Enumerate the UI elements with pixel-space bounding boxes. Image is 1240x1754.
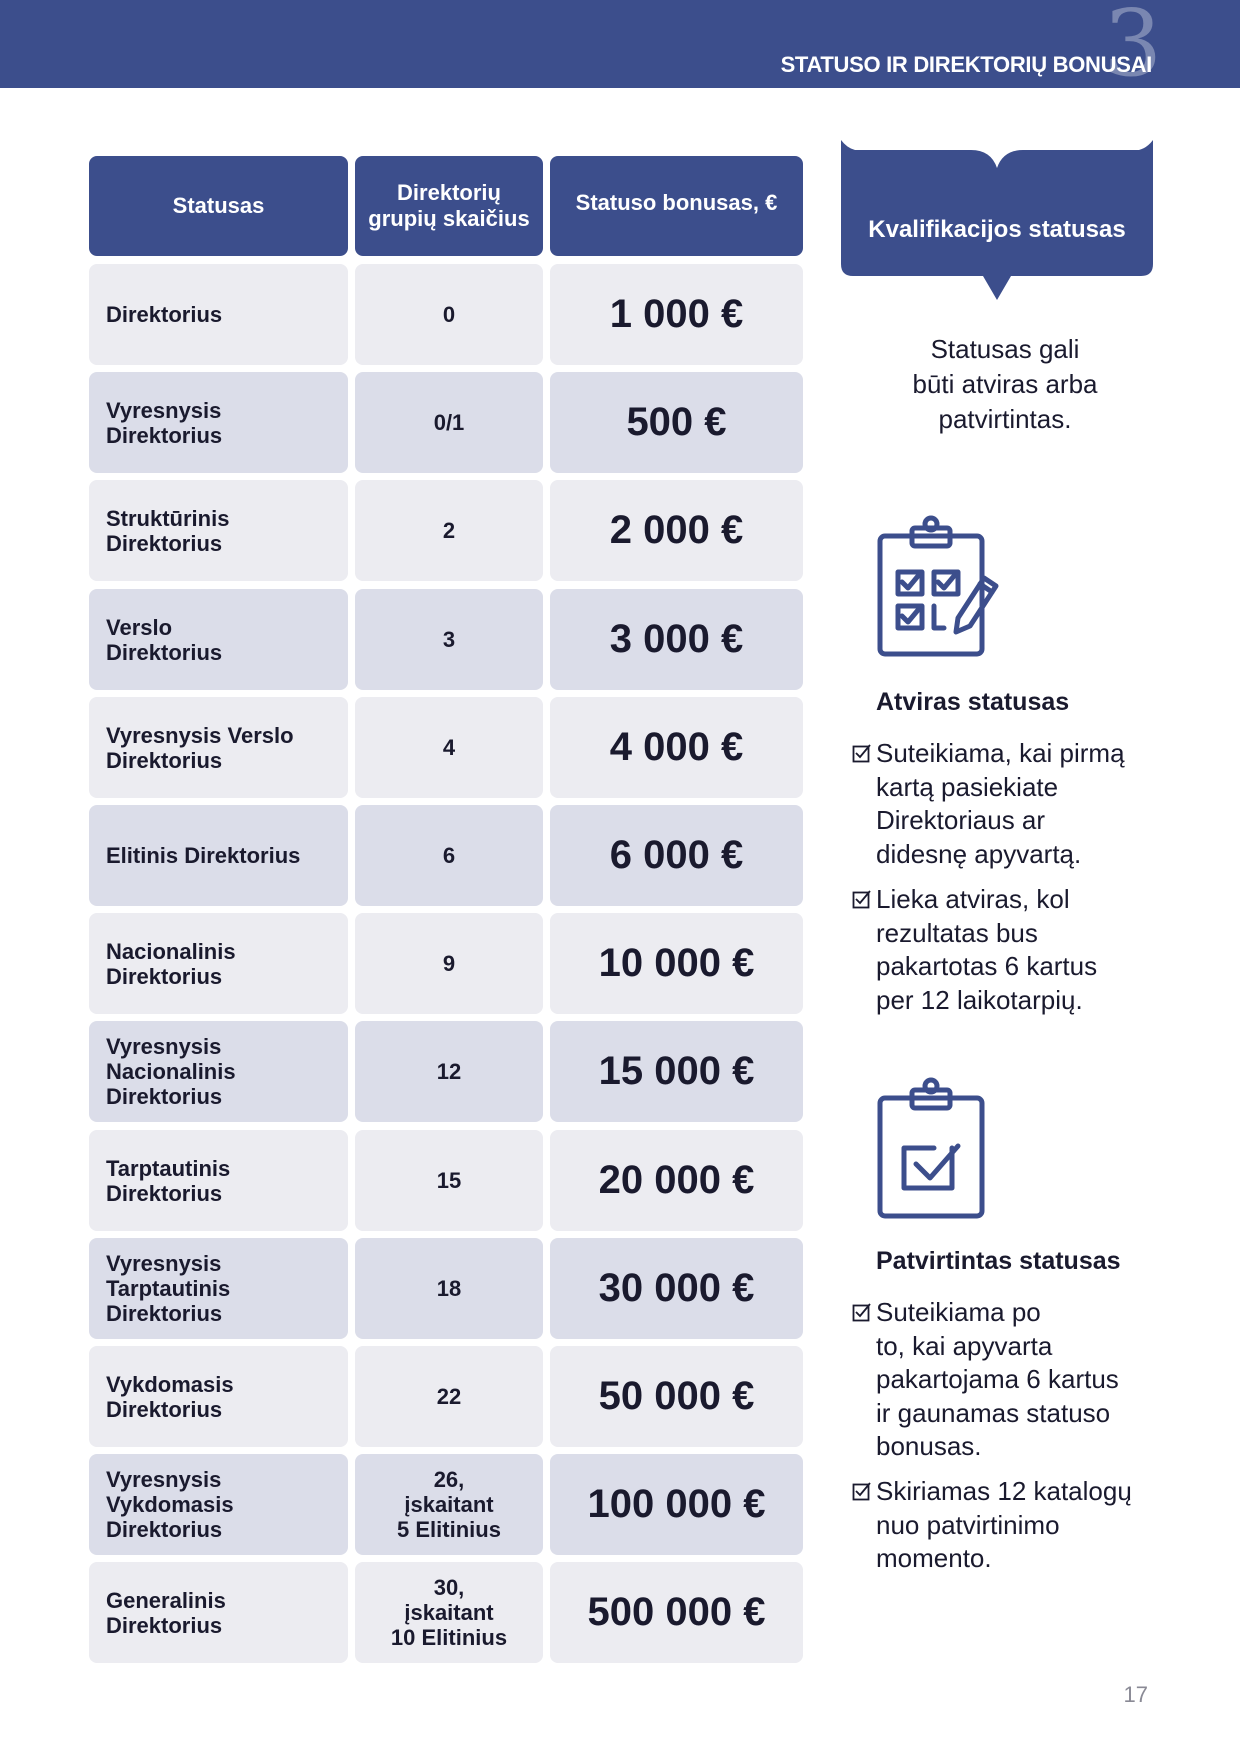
bonus-cell: 10 000 € — [550, 913, 803, 1014]
groups-cell: 4 — [355, 697, 543, 798]
confirmed-status-title: Patvirtintas statusas — [876, 1247, 1121, 1275]
header-title: STATUSO IR DIREKTORIŲ BONUSAI — [780, 52, 1152, 77]
column-header-bonus: Statuso bonusas, € — [550, 156, 803, 256]
status-cell: Vyresnysis Nacionalinis Direktorius — [89, 1021, 348, 1122]
groups-cell: 30, įskaitant 10 Elitinius — [355, 1562, 543, 1663]
clipboard-check-icon — [872, 1076, 988, 1227]
checkbox-icon — [852, 889, 872, 909]
status-cell: Elitinis Direktorius — [89, 805, 348, 906]
qualification-banner — [841, 140, 1153, 302]
status-cell: Vykdomasis Direktorius — [89, 1346, 348, 1447]
chapter-number: 3 — [1103, 0, 1162, 97]
bonus-cell: 2 000 € — [550, 480, 803, 581]
groups-cell: 6 — [355, 805, 543, 906]
groups-cell: 26, įskaitant 5 Elitinius — [355, 1454, 543, 1555]
groups-cell: 2 — [355, 480, 543, 581]
checkbox-icon — [852, 1481, 872, 1501]
groups-cell: 18 — [355, 1238, 543, 1339]
status-cell: Generalinis Direktorius — [89, 1562, 348, 1663]
groups-cell: 12 — [355, 1021, 543, 1122]
groups-cell: 0 — [355, 264, 543, 365]
checkbox-icon — [852, 1302, 872, 1322]
status-cell: Vyresnysis Verslo Direktorius — [89, 697, 348, 798]
bonus-cell: 20 000 € — [550, 1130, 803, 1231]
status-cell: Struktūrinis Direktorius — [89, 480, 348, 581]
bonus-cell: 500 000 € — [550, 1562, 803, 1663]
status-cell: Nacionalinis Direktorius — [89, 913, 348, 1014]
status-cell: Vyresnysis Tarptautinis Direktorius — [89, 1238, 348, 1339]
status-note: Statusas gali būti atviras arba patvirtintas. — [912, 334, 1098, 434]
bonus-cell: 15 000 € — [550, 1021, 803, 1122]
bonus-cell: 6 000 € — [550, 805, 803, 906]
groups-cell: 15 — [355, 1130, 543, 1231]
open-bullet-1: Suteikiama, kai pirmą kartą pasiekiate Direktoriaus ar didesnę apyvartą. — [852, 737, 1152, 871]
bonus-cell: 500 € — [550, 372, 803, 473]
bonus-cell: 50 000 € — [550, 1346, 803, 1447]
groups-cell: 22 — [355, 1346, 543, 1447]
groups-cell: 9 — [355, 913, 543, 1014]
bonus-cell: 3 000 € — [550, 589, 803, 690]
status-cell: Vyresnysis Direktorius — [89, 372, 348, 473]
groups-cell: 3 — [355, 589, 543, 690]
banner-title: Kvalifikacijos statusas — [868, 216, 1126, 243]
open-bullet-2: Lieka atviras, kol rezultatas bus pakartotas 6 kartus per 12 laikotarpių. — [852, 883, 1152, 1017]
checkbox-icon — [852, 743, 872, 763]
status-cell: Verslo Direktorius — [89, 589, 348, 690]
header-bar — [0, 0, 1240, 97]
bonus-cell: 30 000 € — [550, 1238, 803, 1339]
status-cell: Vyresnysis Vykdomasis Direktorius — [89, 1454, 348, 1555]
status-cell: Direktorius — [89, 264, 348, 365]
open-status-title: Atviras statusas — [876, 688, 1070, 716]
page-number: 17 — [1123, 1682, 1148, 1707]
status-cell: Tarptautinis Direktorius — [89, 1130, 348, 1231]
column-header-groups: Direktorių grupių skaičius — [355, 156, 543, 256]
bonus-cell: 1 000 € — [550, 264, 803, 365]
groups-cell: 0/1 — [355, 372, 543, 473]
confirmed-bullet-1: Suteikiama po to, kai apyvarta pakartojama 6 kartus ir gaunamas statuso bonusas. — [852, 1296, 1152, 1464]
bonus-cell: 4 000 € — [550, 697, 803, 798]
confirmed-bullet-2: Skiriamas 12 katalogų nuo patvirtinimo momento. — [852, 1475, 1152, 1576]
clipboard-checklist-icon — [872, 514, 1002, 665]
bonus-cell: 100 000 € — [550, 1454, 803, 1555]
column-header-status: Statusas — [89, 156, 348, 256]
